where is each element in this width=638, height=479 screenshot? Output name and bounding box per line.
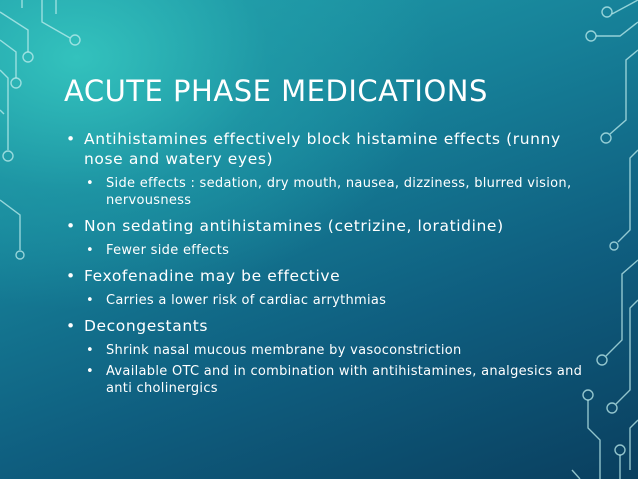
bullet-glyph: • — [66, 217, 76, 235]
sub-bullet-text: Available OTC and in combination with antihistamines, analgesics and anti cholinergics — [106, 364, 583, 396]
bullet-glyph: • — [86, 176, 94, 191]
bullet-text: Fexofenadine may be effective — [84, 267, 341, 285]
bullet-glyph: • — [86, 243, 94, 258]
sub-bullet-side-effects — [86, 175, 586, 209]
bullet-fexofenadine — [66, 266, 586, 286]
sub-bullet-cardiac-risk — [86, 292, 586, 309]
bullet-glyph: • — [66, 130, 76, 148]
bullet-glyph: • — [86, 293, 94, 308]
bullet-glyph: • — [66, 317, 76, 335]
bullet-decongestants — [66, 316, 586, 336]
bullet-non-sedating — [66, 216, 586, 236]
sub-bullet-fewer-side-effects — [86, 242, 586, 259]
bullet-text: Antihistamines effectively block histamine effects (runny nose and watery eyes) — [84, 130, 561, 168]
bullet-glyph: • — [66, 267, 76, 285]
sub-bullet-text: Side effects : sedation, dry mouth, nausea, dizziness, blurred vision, nervousness — [106, 176, 572, 208]
bullet-antihistamines — [66, 129, 586, 169]
bullet-text: Non sedating antihistamines (cetrizine, loratidine) — [84, 217, 504, 235]
sub-bullet-text: Carries a lower risk of cardiac arrythmias — [106, 293, 387, 308]
sub-bullet-text: Fewer side effects — [106, 243, 230, 258]
bullet-glyph: • — [86, 343, 94, 358]
bullet-list — [66, 129, 586, 401]
bullet-text: Decongestants — [84, 317, 209, 335]
sub-bullet-otc — [86, 363, 586, 397]
slide-title: ACUTE PHASE MEDICATIONS — [64, 74, 488, 108]
sub-bullet-vasoconstriction — [86, 342, 586, 359]
sub-bullet-text: Shrink nasal mucous membrane by vasoconstriction — [106, 343, 462, 358]
bullet-glyph: • — [86, 364, 94, 379]
